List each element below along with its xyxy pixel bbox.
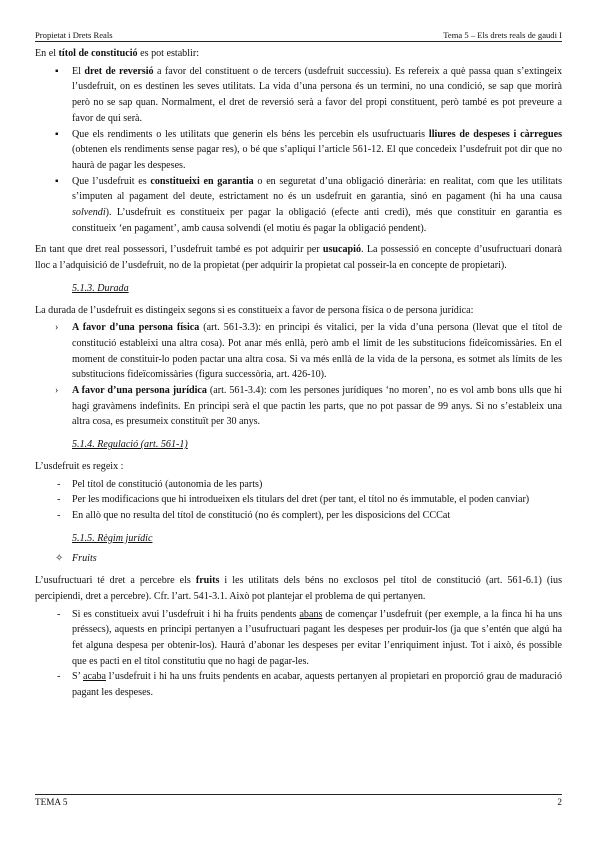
usucapio-paragraph: En tant que dret real possessori, l’usdefruit també es pot adquirir per usucapió. La possessió en concepte d’usufructuari donarà lloc a l’adquisició de l’usdefruit, no de la propietat (per adquirir la propietat cal posseir-la en concepte de propietari). <box>35 244 562 272</box>
page-body <box>35 46 562 701</box>
durada-list <box>35 320 562 430</box>
regulacio-paragraph: L’usdefruit es regeix : <box>35 460 124 472</box>
intro-paragraph: En el títol de constitució es pot establir: <box>35 48 199 59</box>
list-item: - Per les modificacions que hi introdueixen els titulars del dret (per tant, el títol no és immutable, el poden canviar) <box>35 492 562 508</box>
footer-left: TEMA 5 <box>35 797 68 807</box>
list-item: - En allò que no resulta del títol de constitució (no és complert), per les disposicions del CCCat <box>35 508 562 524</box>
page-header <box>35 30 562 42</box>
list-item: - S’ acaba l’usdefruit i hi ha uns fruits pendents en acabar, aquests pertanyen al propietari en proporció grau de maduració pagant les despeses. <box>35 669 562 700</box>
list-item: › A favor d’una persona física (art. 561-3.3): en principi és vitalici, per la vida d’una persona (llevat que el títol de constitució estableixi una altra cosa). Pot anar més enllà, però amb el límit de les substitucions fideïcomissàries. En el moment de constituir-lo poden pactar una altra cosa. Si va més enllà de la vida de la persona, es sotmet als límits de les substitucions fideïcomissàries (figura successòria, art. 426-10). <box>35 320 562 383</box>
fruits-heading-list <box>35 551 562 567</box>
fruits-paragraph: L’usufructuari té dret a percebre els fruits i les utilitats dels béns no exclosos pel títol de constitució (art. 561-6.1) (ius percipiendi, dret a percebre). Cfr. l’art. 541-3.1. Això pot plantejar el problema de qui pertanyen. <box>35 575 562 602</box>
list-item: - Pel títol de constitució (autonomia de les parts) <box>35 477 562 493</box>
section-heading-regulacio: 5.1.4. Regulació (art. 561-1) <box>72 439 188 451</box>
regulacio-list <box>35 477 562 524</box>
constitution-list <box>35 64 562 237</box>
durada-paragraph: La durada de l’usdefruit es distingeix segons si es constitueix a favor de persona física o de persona jurídica: <box>35 304 474 316</box>
header-left: Propietat i Drets Reals <box>35 30 113 40</box>
section-heading-durada: 5.1.3. Durada <box>72 282 129 294</box>
fruits-subheading: ✧ Fruits <box>35 551 562 567</box>
list-item: ▪ Que l’usdefruit es constitueixi en garantia o en seguretat d’una obligació dinerària: en realitat, com que les utilitats s’imputen al pagament del deute, estrictament no és un usdefruit en garantia, sinó en pagament (hi ha una causa solvendi). L’usdefruit es constitueix per pagar la obligació (efecte anti credi), més que constituir en garantia es constitueix ‘en pagament’, amb causa solvendi (el motiu és pagar la obligació pendent). <box>35 174 562 237</box>
page-number: 2 <box>557 797 562 807</box>
page-footer <box>35 794 562 807</box>
header-right: Tema 5 – Els drets reals de gaudi I <box>443 30 562 40</box>
list-item: ▪ Que els rendiments o les utilitats que generin els béns les percebin els usufructuaris lliures de despeses i càrregues (obtenen els rendiments sense pagar res), o bé que s’apliqui l’article 561-12. El que concedeix l’usdefruit pot dir que no haurà de pagar les despeses. <box>35 127 562 174</box>
list-item: ▪ El dret de reversió a favor del constituent o de tercers (usdefruit successiu). Es refereix a què passa quan s’extingeix l’usdefruit, on es destinen les seves utilitats. La vida d’una persona és un termini, no una condició, se sap que morirà però no se sap quan. Normalment, el dret de reversió serà a favor del propi constituent, però també es pot preveure a favor de qui serà. <box>35 64 562 127</box>
section-heading-regim: 5.1.5. Règim jurídic <box>72 532 153 544</box>
fruits-list <box>35 607 562 701</box>
list-item: › A favor d’una persona jurídica (art. 561-3.4): com les persones jurídiques ‘no moren’, no es vol amb bons ulls que hi hagi gravàmens indefinits. En principi serà el que pactin les parts, que no pot passar de 99 anys. Si no s’estableix una altra cosa, es presumeix constituït per 30 anys. <box>35 383 562 430</box>
list-item: - Si es constitueix avui l’usdefruit i hi ha fruits pendents abans de començar l’usdefruit (per exemple, a la finca hi ha uns préssecs), aquests en principi pertanyen a l’usufructuari pagant les despeses per produir-los (ja que s’entén que algú ha fet alguna despesa per obtenir-los). Haurà d’abonar les despeses per evitar l’enriquiment injust. Tot i això, és possible que es pacti en el títol constitutiu que no hagi de pagar-les. <box>35 607 562 670</box>
